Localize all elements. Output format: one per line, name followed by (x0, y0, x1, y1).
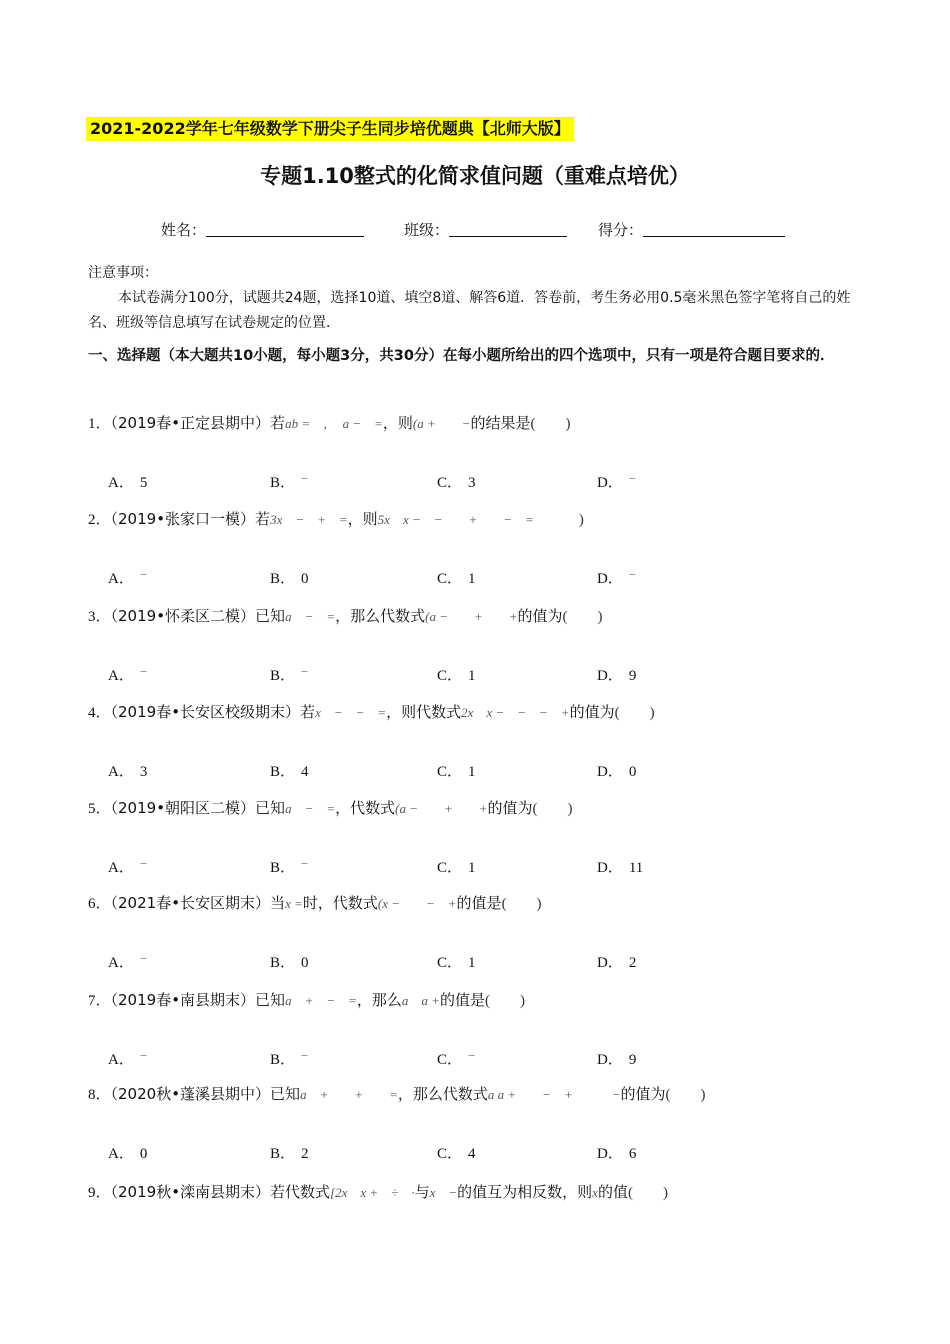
question-number: 7． (88, 993, 111, 1009)
answer-option[interactable] (108, 856, 147, 877)
notes-title: 注意事项： (88, 265, 158, 281)
math-expression: x − − = (315, 705, 387, 720)
answer-blank[interactable]: ( ) (665, 1087, 706, 1103)
question-text: 若代数式 (270, 1183, 331, 1201)
question-row (88, 892, 558, 913)
option-value: 5 (139, 475, 148, 491)
question-text: 若 (255, 510, 271, 528)
answer-option[interactable] (597, 856, 643, 877)
option-value: − (301, 471, 309, 486)
option-letter: C． (437, 955, 463, 971)
question-text: 已知 (255, 799, 286, 817)
option-letter: D． (597, 955, 623, 971)
answer-blank[interactable]: ) (533, 512, 584, 528)
option-letter: C． (437, 668, 463, 684)
option-value: 0 (628, 764, 637, 780)
answer-option[interactable] (108, 471, 147, 492)
question-text: ，代数式 (335, 799, 396, 817)
answer-option[interactable] (437, 856, 476, 877)
option-letter: B． (270, 764, 296, 780)
question-text: 的值 (597, 1183, 628, 1201)
class-label: 班级： (404, 221, 450, 239)
option-letter: D． (597, 764, 623, 780)
answer-option[interactable] (437, 567, 476, 588)
question-text: 的值为 (487, 799, 533, 817)
math-expression: a a + − + − (487, 1087, 621, 1102)
option-letter: A． (108, 764, 134, 780)
option-letter: A． (108, 668, 134, 684)
option-letter: B． (270, 475, 296, 491)
answer-option[interactable] (270, 567, 309, 588)
option-letter: B． (270, 955, 296, 971)
option-value: − (139, 856, 148, 871)
class-blank[interactable] (449, 220, 567, 237)
answer-option[interactable] (270, 951, 309, 972)
option-letter: C． (437, 1052, 463, 1068)
question-row (88, 605, 619, 626)
answer-blank[interactable]: ( ) (562, 609, 603, 625)
option-value: − (628, 567, 637, 582)
math-expression: x (592, 1185, 598, 1200)
question-text: 若 (270, 414, 286, 432)
answer-blank[interactable]: ( ) (532, 801, 573, 817)
math-expression: x = (285, 896, 303, 911)
question-number: 2． (88, 512, 111, 528)
question-number: 9． (88, 1185, 111, 1201)
answer-option[interactable] (108, 664, 147, 685)
answer-option[interactable] (108, 1142, 147, 1163)
option-letter: C． (437, 571, 463, 587)
option-value: − (301, 1048, 309, 1063)
question-number: 5． (88, 801, 111, 817)
option-letter: A． (108, 1146, 134, 1162)
option-value: 1 (468, 860, 476, 876)
notes-body: 本试卷满分100分，试题共24题，选择10道、填空8道、解答6道．答卷前，考生务必用0.5毫米黑色签字笔将自己的姓名、班级等信息填写在试卷规定的位置． (88, 290, 851, 331)
question-text: 时，代数式 (302, 894, 378, 912)
option-letter: B． (270, 668, 296, 684)
option-letter: B． (270, 860, 296, 876)
name-field[interactable] (161, 219, 364, 240)
question-row (88, 1083, 722, 1104)
option-letter: D． (597, 668, 623, 684)
question-source: （2019春•正定县期中） (110, 414, 271, 432)
answer-option[interactable] (437, 664, 476, 685)
question-source: （2020秋•蓬溪县期中） (110, 1085, 271, 1103)
option-value: 1 (468, 571, 476, 587)
page-title: 专题1.10整式的化简求值问题（重难点培优） (260, 164, 690, 188)
answer-option[interactable] (597, 1142, 636, 1163)
question-text: 已知 (255, 607, 286, 625)
question-text: ，那么代数式 (397, 1085, 488, 1103)
answer-option[interactable] (108, 760, 147, 781)
option-letter: A． (108, 475, 134, 491)
score-label: 得分： (598, 221, 644, 239)
answer-option[interactable] (597, 951, 636, 972)
option-value: 0 (139, 1146, 148, 1162)
question-text: 已知 (255, 991, 286, 1009)
option-letter: B． (270, 1052, 296, 1068)
option-value: − (139, 664, 148, 679)
math-expression: 3x − + = (270, 512, 348, 527)
question-number: 8． (88, 1087, 111, 1103)
option-letter: D． (597, 860, 623, 876)
option-value: − (628, 471, 637, 486)
answer-option[interactable] (270, 664, 308, 685)
answer-option[interactable] (597, 760, 636, 781)
answer-option[interactable] (597, 567, 636, 588)
question-number: 3． (88, 609, 111, 625)
name-label: 姓名： (161, 221, 207, 239)
option-letter: D． (597, 1146, 623, 1162)
answer-option[interactable] (270, 1048, 308, 1069)
option-value: 3 (468, 475, 476, 491)
answer-option[interactable] (270, 471, 308, 492)
math-expression: a − = (285, 609, 336, 624)
answer-option[interactable] (437, 471, 476, 492)
name-blank[interactable] (206, 220, 364, 237)
option-letter: C． (437, 475, 463, 491)
option-letter: D． (597, 475, 623, 491)
class-field[interactable] (404, 219, 567, 240)
option-value: − (468, 1048, 476, 1063)
answer-blank[interactable]: ( ) (501, 896, 542, 912)
option-value: 0 (301, 571, 309, 587)
question-row (88, 797, 589, 818)
math-expression: a + − = (285, 993, 357, 1008)
question-row (88, 508, 590, 529)
question-row (88, 412, 587, 433)
answer-option[interactable] (270, 1142, 309, 1163)
answer-blank[interactable]: ( ) (614, 705, 655, 721)
option-value: − (301, 664, 309, 679)
option-value: 3 (139, 764, 148, 780)
question-text: 与 (414, 1183, 430, 1201)
answer-option[interactable] (437, 760, 476, 781)
header-band: 2021-2022学年七年级数学下册尖子生同步培优题典【北师大版】 (86, 117, 574, 141)
score-field[interactable] (598, 219, 785, 240)
question-text: ，那么代数式 (335, 607, 426, 625)
option-letter: C． (437, 860, 463, 876)
question-row (88, 989, 541, 1010)
answer-option[interactable] (597, 471, 636, 492)
option-value: 9 (628, 1052, 637, 1068)
question-text: 的值互为相反数，则 (457, 1183, 593, 1201)
question-source: （2019•张家口一模） (110, 510, 256, 528)
answer-blank[interactable]: ( ) (484, 993, 525, 1009)
math-expression: 5x x − − + − = (377, 512, 534, 527)
answer-option[interactable] (270, 760, 309, 781)
question-text: ，那么 (356, 991, 402, 1009)
option-letter: A． (108, 955, 134, 971)
option-letter: D． (597, 1052, 623, 1068)
question-text: 的值是 (439, 991, 485, 1009)
question-source: （2019春•南县期末） (110, 991, 256, 1009)
option-letter: B． (270, 1146, 296, 1162)
option-letter: C． (437, 764, 463, 780)
option-letter: B． (270, 571, 296, 587)
math-expression: a a + (401, 993, 440, 1008)
question-number: 1． (88, 416, 111, 432)
option-value: 11 (628, 860, 644, 876)
question-text: 当 (270, 894, 286, 912)
question-text: ，则 (347, 510, 378, 528)
question-text: 已知 (270, 1085, 301, 1103)
option-value: 4 (468, 1146, 476, 1162)
option-letter: D． (597, 571, 623, 587)
option-letter: A． (108, 860, 134, 876)
option-value: − (139, 1048, 148, 1063)
question-text: ，则代数式 (386, 703, 462, 721)
answer-blank[interactable]: ( ) (627, 1185, 668, 1201)
option-value: 2 (301, 1146, 309, 1162)
answer-option[interactable] (437, 951, 476, 972)
math-expression: 2x x − − − + (461, 705, 570, 720)
question-text: 的结果是 (470, 414, 531, 432)
option-letter: C． (437, 1146, 463, 1162)
option-value: 2 (628, 955, 637, 971)
question-number: 4． (88, 705, 111, 721)
option-value: 4 (301, 764, 309, 780)
math-expression: a + + = (300, 1087, 398, 1102)
math-expression: a − = (285, 801, 336, 816)
answer-option[interactable] (597, 664, 636, 685)
math-expression: ab = ， a − = (285, 416, 383, 431)
question-number: 6． (88, 896, 111, 912)
answer-blank[interactable]: ( ) (530, 416, 571, 432)
question-source: （2019•朝阳区二模） (110, 799, 256, 817)
question-source: （2019秋•滦南县期末） (110, 1183, 271, 1201)
option-value: 6 (628, 1146, 637, 1162)
math-expression: (a − + + (395, 801, 488, 816)
section-title: 一、选择题（本大题共10小题，每小题3分，共30分）在每小题所给出的四个选项中，只有一项是符合题目要求的． (88, 348, 835, 364)
option-value: 9 (628, 668, 637, 684)
math-expression: (a + − (412, 416, 471, 431)
question-text: 若 (300, 703, 316, 721)
answer-option[interactable] (108, 567, 147, 588)
answer-option[interactable] (437, 1142, 476, 1163)
option-value: − (301, 856, 309, 871)
question-row (88, 1181, 684, 1202)
option-letter: A． (108, 571, 134, 587)
math-expression: (a − + + (425, 609, 518, 624)
question-text: 的值是 (456, 894, 502, 912)
option-value: 1 (468, 955, 476, 971)
answer-option[interactable] (108, 951, 147, 972)
option-value: − (139, 567, 148, 582)
option-value: 0 (301, 955, 309, 971)
option-value: 1 (468, 764, 476, 780)
question-source: （2019•怀柔区二模） (110, 607, 256, 625)
answer-option[interactable] (437, 1048, 475, 1069)
question-source: （2019春•长安区校级期末） (110, 703, 301, 721)
answer-option[interactable] (270, 856, 308, 877)
option-letter: A． (108, 1052, 134, 1068)
answer-option[interactable] (597, 1048, 636, 1069)
question-row (88, 701, 671, 722)
math-expression: x − (429, 1185, 458, 1200)
math-expression: [2x x + ÷ · (330, 1185, 415, 1200)
option-value: 1 (468, 668, 476, 684)
question-source: （2021春•长安区期末） (110, 894, 271, 912)
question-text: 的值为 (569, 703, 615, 721)
math-expression: (x − − + (377, 896, 457, 911)
question-text: 的值为 (517, 607, 563, 625)
score-blank[interactable] (643, 220, 785, 237)
question-text: ，则 (382, 414, 413, 432)
option-value: − (139, 951, 148, 966)
answer-option[interactable] (108, 1048, 147, 1069)
question-text: 的值为 (620, 1085, 666, 1103)
